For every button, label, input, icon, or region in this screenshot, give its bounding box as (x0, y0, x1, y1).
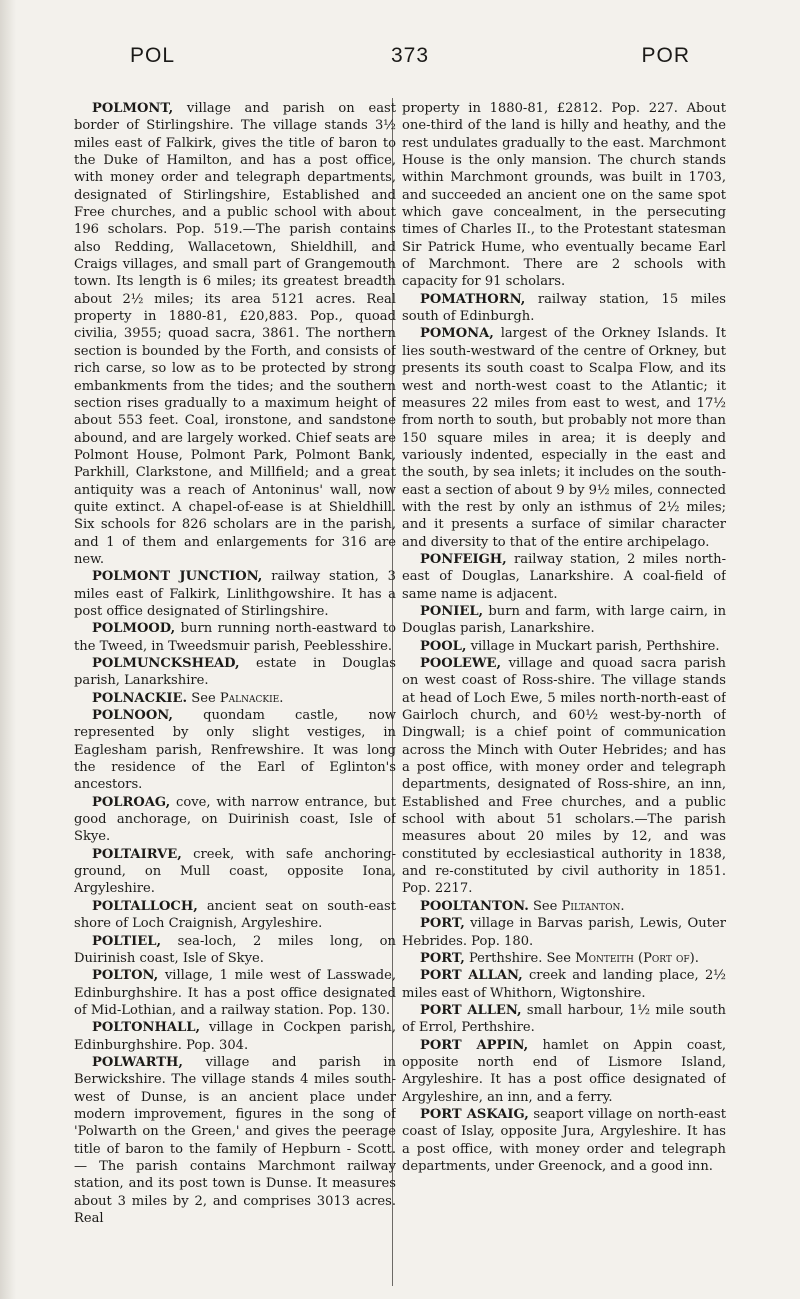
entry-headword: POOL, (420, 638, 467, 654)
gazetteer-entry (402, 898, 726, 915)
gazetteer-entry (74, 1019, 396, 1054)
entry-headword: PORT ALLAN, (420, 968, 523, 984)
entry-headword: PORT ALLEN, (420, 1002, 522, 1018)
right-column (402, 100, 726, 1285)
gazetteer-entry (402, 655, 726, 898)
entry-headword: POOLTANTON. (420, 898, 529, 914)
page-spine-shadow (0, 0, 16, 1299)
left-column (74, 100, 396, 1285)
entry-text: sea-loch, 2 miles long, on Duirinish coast, Isle of Skye. (74, 933, 396, 966)
gazetteer-entry (402, 1106, 726, 1175)
entry-text: property in 1880-81, £2812. Pop. 227. About one-third of the land is hilly and heathy, and the rest undulates gradually to the east. Marchmont House is the only mansion. The church stands within Marchmont grounds, was built in 1703, and succeeded an ancient one on the same spot which gave concealment, in the persecuting times of Charles II., to the Protestant statesman Sir Patrick Hume, who eventually became Earl of Marchmont. There are 2 schools with capacity for 91 scholars. (402, 101, 726, 290)
gazetteer-entry (74, 100, 396, 568)
gazetteer-entry (402, 603, 726, 638)
gazetteer-entry (74, 568, 396, 620)
gazetteer-entry (74, 707, 396, 794)
entry-headword: POLNACKIE. (92, 690, 188, 706)
entry-text-end: . (694, 950, 699, 966)
cross-reference: Palnackie (219, 690, 280, 706)
entry-headword: POLTALLOCH, (92, 898, 198, 914)
entry-text-end: . (279, 690, 284, 706)
entry-headword: POLTONHALL, (92, 1020, 201, 1036)
entry-text: See (528, 898, 562, 914)
entry-text: village in Muckart parish, Perthshire. (466, 638, 720, 654)
entry-text: village, 1 mile west of Lasswade, Edinburghshire. It has a post office designated of Mid-Lothian, and a railway station. Pop. 130. (74, 968, 396, 1018)
gazetteer-entry (402, 1037, 726, 1106)
entry-text: largest of the Orkney Islands. It lies south-westward of the centre of Orkney, but presents its south coast to Scalpa Flow, and its west and north-west coast to the Atlantic; it measures 22 miles from east to west, and 17½ from north to south, but probably not more than 150 square miles in area; it is deeply and variously indented, especially in the east and the south, by sea inlets; it includes on the south-east a section of about 9 by 9½ miles, connected with the rest by only an isthmus of 2½ miles; and it presents a surface of similar character and diversity to that of the entire archipelago. (402, 326, 726, 550)
entry-text: village and quoad sacra parish on west coast of Ross-shire. The village stands at head of Loch Ewe, 5 miles north-north-east of Gairloch church, and 60½ west-by-north of Dingwall; is a chief point of communication across the Minch with Outer Hebrides; and has a post office, with money order and telegraph departments, designated of Ross-shire, an inn, Established and Free churches, and a public school with about 51 scholars.—The parish measures about 20 miles by 12, and was constituted by ecclesiastical authority in 1838, and re-constituted by civil authority in 1851. Pop. 2217. (402, 656, 726, 897)
entry-text: cove, with narrow entrance, but good anchorage, on Duirinish coast, Isle of Skye. (74, 794, 396, 845)
entry-text: Perthshire. See (464, 950, 576, 966)
gazetteer-entry (402, 1002, 726, 1037)
cross-reference: Piltanton (561, 898, 621, 914)
entry-text: village in Cockpen parish, Edinburghshire. Pop. 304. (74, 1020, 396, 1053)
entry-headword: POLROAG, (92, 794, 171, 810)
entry-text: hamlet on Appin coast, opposite north end of Lismore Island, Argyleshire. It has a post office designated of Argyleshire, an inn, and a ferry. (402, 1037, 726, 1105)
entry-headword: PORT, (420, 950, 465, 966)
gazetteer-entry (74, 620, 396, 655)
entry-text-end: . (620, 898, 625, 914)
entry-text: burn and farm, with large cairn, in Douglas parish, Lanarkshire. (402, 603, 726, 637)
entry-text: estate in Douglas parish, Lanarkshire. (74, 656, 396, 689)
gazetteer-entry (402, 638, 726, 655)
entry-headword: PONFEIGH, (420, 551, 507, 567)
gazetteer-entry (74, 898, 396, 933)
gazetteer-entry (402, 551, 726, 603)
gazetteer-entry (402, 967, 726, 1002)
entry-text: village in Barvas parish, Lewis, Outer Hebrides. Pop. 180. (402, 916, 726, 949)
header-left-guideword: POL (130, 44, 176, 67)
gazetteer-entry (74, 967, 396, 1019)
entry-text: railway station, 3 miles east of Falkirk, Linlithgowshire. It has a post office designated of Stirlingshire. (74, 569, 396, 619)
entry-headword: POLMOOD, (92, 621, 176, 637)
running-header (130, 44, 690, 74)
gazetteer-entry (402, 100, 726, 291)
entry-headword: POMATHORN, (420, 291, 526, 307)
entry-headword: POLMUNCKSHEAD, (92, 656, 240, 671)
entry-text: village and parish in Berwickshire. The village stands 4 miles south-west of Dunse, is an ancient place under modern improvement, figures in the song of 'Polwarth on the Green,' and gives the peerage title of baron to the family of Hepburn - Scott. — The parish contains Marchmont railway station, and its post town is Dunse. It measures about 3 miles by 2, and comprises 3013 acres. Real (74, 1054, 396, 1226)
entry-text: creek and landing place, 2½ miles east of Whithorn, Wigtonshire. (402, 968, 726, 1001)
entry-headword: POLTON, (92, 968, 159, 984)
entry-headword: POLMONT JUNCTION, (92, 569, 263, 585)
entry-headword: POLWARTH, (92, 1054, 183, 1070)
gazetteer-entry (74, 794, 396, 846)
entry-text: village and parish on east border of Stirlingshire. The village stands 3½ miles east of Falkirk, gives the title of baron to the Duke of Hamilton, and has a post office, with money order and telegraph departments, designated of Stirlingshire, Established and Free churches, and a public school with about 196 scholars. Pop. 519.—The parish contains also Redding, Wallacetown, Shieldhill, and Craigs villages, and small part of Grangemouth town. Its length is 6 miles; its greatest breadth about 2½ miles; its area 5121 acres. Real property in 1880-81, £20,883. Pop., quoad civilia, 3955; quoad sacra, 3861. The northern section is bounded by the Forth, and consists of rich carse, so low as to be protected by strong embankments from the tides; and the southern section rises gradually to a maximum height of about 553 feet. Coal, ironstone, and sandstone abound, and are largely worked. Chief seats are Polmont House, Polmont Park, Polmont Bank, Parkhill, Clarkstone, and Millfield; and a great antiquity was a reach of Antoninus' wall, now quite extinct. A chapel-of-ease is at Shieldhill. Six schools for 826 scholars are in the parish, and 1 of them and enlargements for 316 are new. (74, 101, 396, 567)
entry-text: quondam castle, now represented by only slight vestiges, in Eaglesham parish, Renfrewshire. It was long the residence of the Earl of Eglinton's ancestors. (74, 708, 396, 793)
entry-text: creek, with safe anchoring-ground, on Mull coast, opposite Iona, Argyleshire. (74, 846, 396, 897)
entry-headword: POOLEWE, (420, 656, 502, 671)
gazetteer-entry (74, 1054, 396, 1227)
entry-headword: POLTAIRVE, (92, 846, 182, 862)
gazetteer-entry (402, 915, 726, 950)
entry-text: See (187, 690, 220, 706)
page-number: 373 (390, 44, 430, 67)
gazetteer-entry (74, 690, 396, 707)
entry-text: seaport village on north-east coast of Islay, opposite Jura, Argyleshire. It has a post office, with money order and telegraph departments, under Greenock, and a good inn. (402, 1106, 726, 1174)
entry-headword: PONIEL, (420, 603, 484, 619)
entry-text: burn running north-eastward to the Tweed, in Tweedsmuir parish, Peeblesshire. (74, 621, 396, 654)
entry-headword: PORT, (420, 916, 465, 932)
gazetteer-entry (402, 950, 726, 967)
entry-headword: PORT ASKAIG, (420, 1106, 529, 1122)
gazetteer-entry (74, 846, 396, 898)
entry-text: small harbour, 1½ mile south of Errol, Perthshire. (402, 1002, 726, 1036)
entry-headword: POLNOON, (92, 708, 173, 724)
gazetteer-entry (74, 655, 396, 690)
entry-headword: POLMONT, (92, 101, 174, 116)
entry-headword: POMONA, (420, 326, 494, 342)
entry-headword: PORT APPIN, (420, 1037, 529, 1053)
gazetteer-entry (402, 291, 726, 326)
entry-text: railway station, 2 miles north-east of Douglas, Lanarkshire. A coal-field of same name is adjacent. (402, 551, 726, 602)
entry-text: ancient seat on south-east shore of Loch Craignish, Argyleshire. (74, 898, 396, 932)
gazetteer-entry (402, 325, 726, 550)
cross-reference: Monteith (Port of) (575, 950, 695, 966)
entry-headword: POLTIEL, (92, 933, 162, 949)
header-right-guideword: POR (641, 44, 690, 67)
entry-text: railway station, 15 miles south of Edinburgh. (402, 291, 726, 325)
gazetteer-entry (74, 933, 396, 968)
